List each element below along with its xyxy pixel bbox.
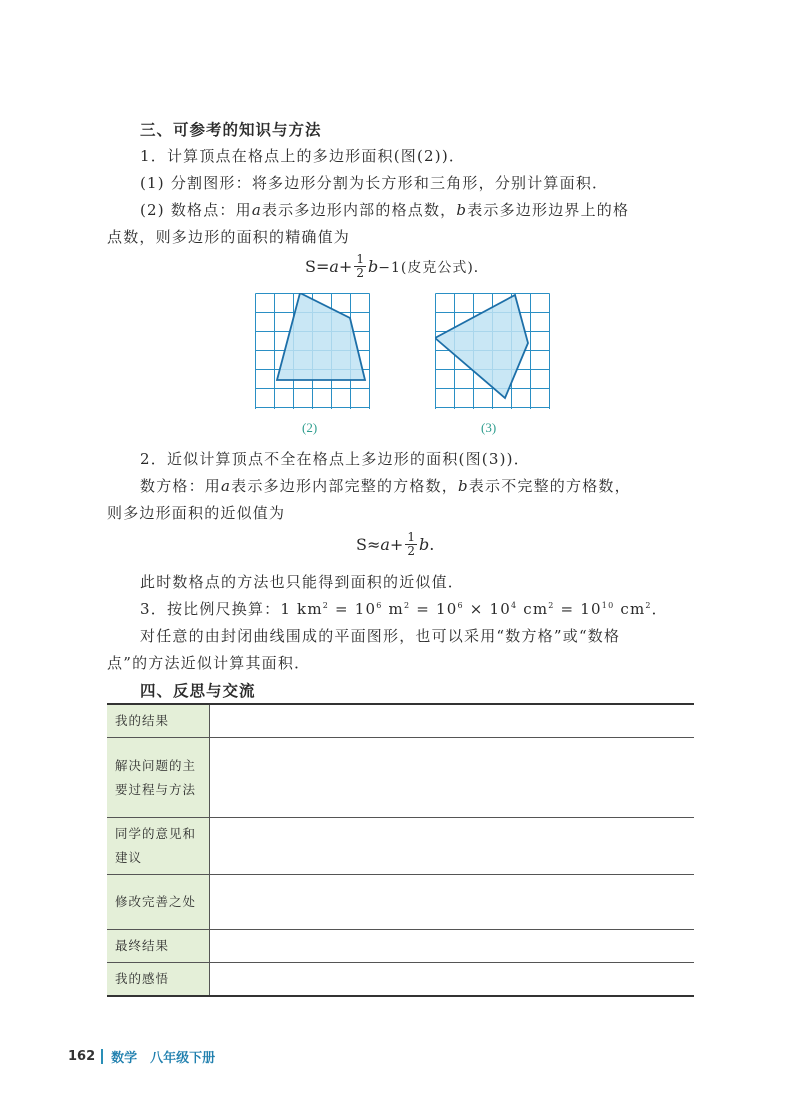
para-line1: 对任意的由封闭曲线围成的平面图形，也可以采用“数方格”或“数格 xyxy=(140,627,621,645)
figure-2-grid xyxy=(255,293,375,413)
pick-fraction xyxy=(354,253,366,280)
frac-num: 1 xyxy=(356,252,364,266)
item3-cm: cm xyxy=(517,600,549,618)
approx-prefix: S≈ xyxy=(356,535,381,554)
item3-pre: 3．按比例尺换算：1 km xyxy=(140,600,323,618)
table-row xyxy=(107,875,694,930)
item2-note: 此时数格点的方法也只能得到面积的近似值． xyxy=(140,573,465,591)
row-label-reflection: 我的感悟 xyxy=(107,963,210,997)
item2-line2: 则多边形面积的近似值为 xyxy=(107,504,286,522)
item3-times: × 10 xyxy=(463,600,511,618)
figure-3-label: (3) xyxy=(481,420,497,435)
reflection-table xyxy=(107,703,694,997)
row-cell-reflection[interactable] xyxy=(210,963,695,997)
pick-formula-prefix: S= xyxy=(305,257,330,276)
approx-frac-num: 1 xyxy=(407,530,415,544)
figure-3-grid xyxy=(435,293,555,413)
sup-4: 4 xyxy=(510,601,518,610)
pick-var-a: a xyxy=(329,257,339,276)
item3-end: cm xyxy=(614,600,646,618)
row-label-feedback: 同学的意见和建议 xyxy=(107,818,210,875)
pick-formula-suffix: −1(皮克公式)． xyxy=(378,259,489,276)
var-a: a xyxy=(251,201,262,219)
sup-6a: 6 xyxy=(376,601,383,610)
item3-mid3: = 10 xyxy=(554,600,602,618)
item3-tail: ． xyxy=(651,600,668,618)
approx-formula: S≈ a + $\frac{1}{2}$ b . xyxy=(356,530,435,558)
sup-km: 2 xyxy=(322,601,330,610)
figure-2-label: (2) xyxy=(302,420,318,435)
footer-divider xyxy=(101,1049,103,1064)
item1-1: (1) 分割图形：将多边形分割为长方形和三角形，分别计算面积． xyxy=(140,174,609,192)
item2: 2．近似计算顶点不全在格点上多边形的面积(图(3))． xyxy=(140,450,530,468)
sup-10: 10 xyxy=(601,601,615,610)
approx-var-a: a xyxy=(380,535,390,554)
row-cell-improvements[interactable] xyxy=(210,875,695,930)
page-number: 162 xyxy=(68,1049,96,1064)
item2-c: 表示不完整的方格数， xyxy=(468,477,631,495)
row-label-result: 我的结果 xyxy=(107,704,210,738)
var-b: b xyxy=(456,201,468,219)
item1-2-c: 表示多边形边界上的格 xyxy=(467,201,630,219)
row-cell-process[interactable] xyxy=(210,738,695,818)
approx-var-b: b xyxy=(418,535,430,554)
sup-m: 2 xyxy=(403,601,411,610)
table-row xyxy=(107,738,694,818)
item3-m2: m xyxy=(382,600,404,618)
item2-count-squares xyxy=(140,475,631,496)
item3-mid1: = 10 xyxy=(329,600,377,618)
approx-fraction xyxy=(405,531,417,558)
item2-var-a: a xyxy=(221,477,232,495)
table-row xyxy=(107,818,694,875)
row-cell-feedback[interactable] xyxy=(210,818,695,875)
row-cell-result[interactable] xyxy=(210,704,695,738)
frac-den: 2 xyxy=(356,266,364,280)
book-title: 数学 八年级下册 xyxy=(111,1051,216,1066)
fig2-polygon xyxy=(277,293,365,380)
section3-heading: 三、可参考的知识与方法 xyxy=(140,121,322,139)
table-row xyxy=(107,704,694,738)
pick-var-b: b xyxy=(367,257,379,276)
item3-mid2: = 10 xyxy=(410,600,458,618)
table-row xyxy=(107,930,694,963)
item1-2-a: (2) 数格点：用 xyxy=(140,201,252,219)
item1-2-line2: 点数，则多边形的面积的精确值为 xyxy=(107,228,351,246)
item1-2-b: 表示多边形内部的格点数， xyxy=(261,201,457,219)
item2-var-b: b xyxy=(457,477,469,495)
item1: 1．计算顶点在格点上的多边形面积(图(2))． xyxy=(140,147,466,165)
para-line2: 点”的方法近似计算其面积． xyxy=(107,654,311,672)
fig3-polygon xyxy=(435,295,528,398)
row-label-process: 解决问题的主要过程与方法 xyxy=(107,738,210,818)
pick-formula: S= a + $\frac{1}{2}$ b −1(皮克公式)． xyxy=(305,252,489,280)
table-row xyxy=(107,963,694,997)
page-footer xyxy=(68,1047,215,1066)
section4-heading: 四、反思与交流 xyxy=(140,682,256,700)
row-cell-final[interactable] xyxy=(210,930,695,963)
approx-frac-den: 2 xyxy=(407,544,415,558)
sup-6b: 6 xyxy=(457,601,464,610)
sup-cm1: 2 xyxy=(548,601,555,610)
item1-2 xyxy=(140,199,629,220)
row-label-final: 最终结果 xyxy=(107,930,210,963)
item2-b: 表示多边形内部完整的方格数， xyxy=(231,477,458,495)
row-label-improvements: 修改完善之处 xyxy=(107,875,210,930)
item2-a: 数方格：用 xyxy=(140,477,222,495)
sup-cm2: 2 xyxy=(645,601,652,610)
item3 xyxy=(140,598,668,619)
